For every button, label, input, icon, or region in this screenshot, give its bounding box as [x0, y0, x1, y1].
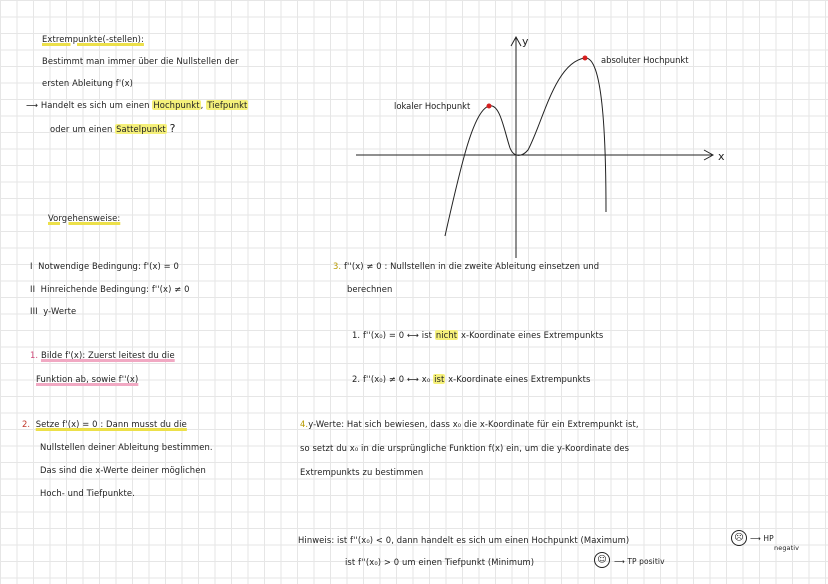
condition-2: II Hinreichende Bedingung: f''(x) ≠ 0 — [30, 284, 190, 294]
hp-negativ: negativ — [774, 544, 800, 552]
tiefpunkt-term: Tiefpunkt — [207, 100, 248, 110]
step1-line-2: Funktion ab, sowie f''(x) — [36, 374, 139, 384]
step3-line-2: berechnen — [347, 284, 393, 294]
page-title: Extrempunkte(-stellen): — [42, 34, 144, 44]
hinweis-line-2: ist f''(x₀) > 0 um einen Tiefpunkt (Minimum) — [345, 557, 535, 567]
condition-1: I Notwendige Bedingung: f'(x) = 0 — [30, 261, 179, 271]
hochpunkt-term: Hochpunkt — [153, 100, 200, 110]
arrow-right-icon: ⟶ — [26, 100, 39, 110]
absolute-max-point — [583, 56, 588, 61]
step2-line-4: Hoch- und Tiefpunkte. — [40, 488, 135, 498]
step4-line-2: so setzt du x₀ in die ursprüngliche Funktion f(x) ein, um die y-Koordinate des — [300, 443, 630, 453]
step3-line-1: 3. f''(x) ≠ 0 : Nullstellen in die zweite Ableitung einsetzen und — [333, 261, 600, 271]
intro-line-2: ersten Ableitung f'(x) — [42, 78, 134, 88]
happy-face-icon: ☺ — [594, 552, 610, 568]
tp-arrow-positiv: ⟶ TP positiv — [614, 557, 665, 566]
step2-line-2: Nullstellen deiner Ableitung bestimmen. — [40, 442, 213, 452]
local-max-point — [487, 104, 492, 109]
ist-highlight: ist — [434, 374, 445, 384]
step1-line-1: 1. Bilde f'(x): Zuerst leitest du die — [30, 350, 175, 360]
condition-3: III y-Werte — [30, 306, 77, 316]
hp-arrow: ⟶ HP — [750, 534, 774, 543]
local-max-label: lokaler Hochpunkt — [394, 101, 471, 111]
step2-line-3: Das sind die x-Werte deiner möglichen — [40, 465, 206, 475]
vorgehensweise-title: Vorgehensweise: — [48, 213, 121, 223]
x-axis-label: x — [718, 150, 725, 163]
y-axis-label: y — [522, 35, 529, 48]
step3-case-2: 2. f''(x₀) ≠ 0 ⟷ x₀ ist x-Koordinate eines Extrempunkts — [352, 374, 591, 384]
absolute-max-label: absoluter Hochpunkt — [601, 55, 689, 65]
step4-line-1: 4.y-Werte: Hat sich bewiesen, dass x₀ die x-Koordinate für ein Extrempunkt ist, — [300, 419, 639, 429]
question-line-2: oder um einen Sattelpunkt ? — [50, 122, 176, 135]
sattelpunkt-term: Sattelpunkt — [116, 124, 166, 134]
function-curve — [445, 58, 606, 236]
question-line-1: ⟶ Handelt es sich um einen Hochpunkt, Tiefpunkt — [26, 100, 248, 110]
intro-line-1: Bestimmt man immer über die Nullstellen der — [42, 56, 239, 66]
step2-line-1: 2. Setze f'(x) = 0 : Dann musst du die — [22, 419, 187, 429]
hinweis-line-1: Hinweis: ist f''(x₀) < 0, dann handelt es sich um einen Hochpunkt (Maximum) — [298, 535, 630, 545]
nicht-highlight: nicht — [435, 330, 458, 340]
step4-line-3: Extrempunkts zu bestimmen — [300, 467, 424, 477]
step3-case-1: 1. f''(x₀) = 0 ⟷ ist nicht x-Koordinate eines Extrempunkts — [352, 330, 604, 340]
sad-face-icon: ☹ — [731, 530, 747, 546]
